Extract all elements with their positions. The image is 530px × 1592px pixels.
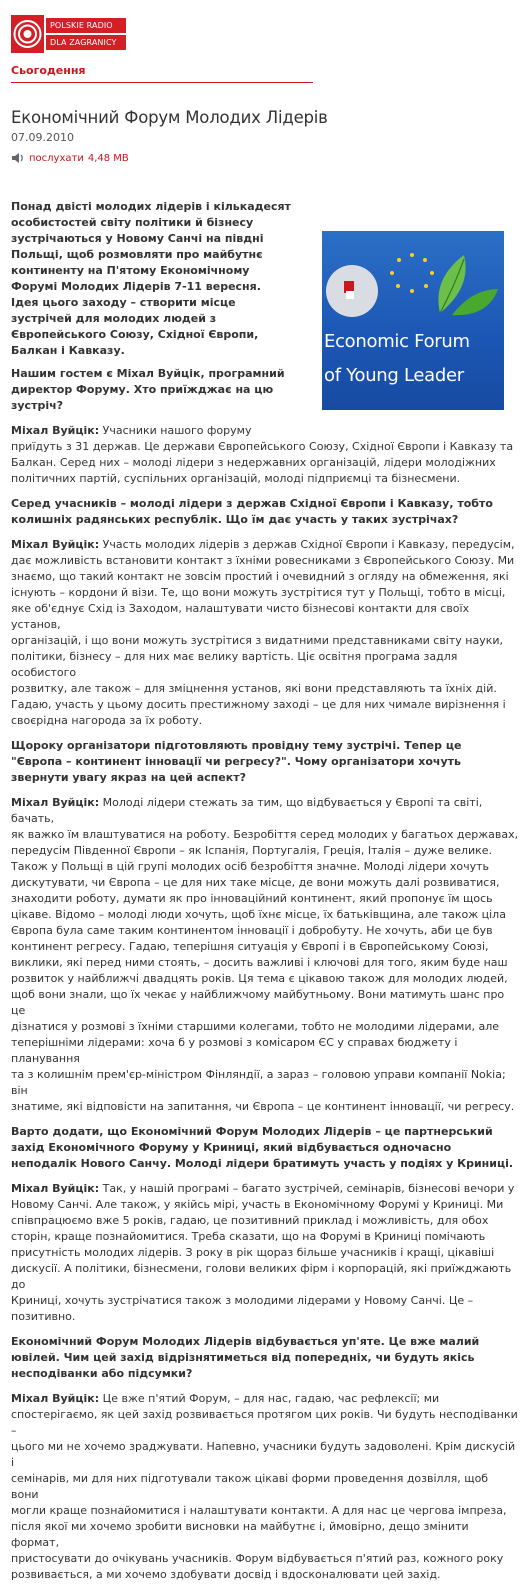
text-line: звернути увагу якраз на цей аспект?	[11, 771, 246, 784]
text-line: Ідея цього заходу – створити місце	[11, 296, 236, 309]
text-line: Форумі Молодих Лідерів 7-11 вересня.	[11, 280, 261, 293]
interview-question	[11, 1124, 519, 1172]
interview-question	[11, 496, 519, 528]
interview-question	[11, 1334, 519, 1382]
logo-line-1: POLSKIE RADIO	[46, 18, 126, 33]
text-line: континенту на П'ятому Економічному	[11, 264, 250, 277]
text-line: Учасники нашого форуму	[99, 424, 252, 437]
text-line: існують – кордони й візи. Те, що вони можуть зустрітися тут у Польщі, тобто в місці,	[11, 586, 506, 599]
text-line: розвивається, а ми хочемо здобувати досвід і вдосконалювати цей захід.	[11, 1568, 441, 1581]
text-line: захід Економічного Форуму у Криниці, який відбувається одночасно	[11, 1141, 452, 1154]
text-line: ювілей. Чим цей захід відрізнятиметься від попередніх, чи будуть якісь	[11, 1351, 475, 1364]
audio-player[interactable]	[11, 152, 129, 164]
radio-waves-icon	[11, 15, 44, 53]
text-line: та з колишнім прем'єр-міністром Фінляндії, а зараз – головою управи компанії Nokia; він	[11, 1068, 506, 1097]
text-line: Криниці, хочуть зустрічатися також з молодими лідерами у Новому Санчі. Це –	[11, 1294, 474, 1307]
text-line: як важко їм влаштуватися на роботу. Безробіття серед молодих у багатьох державах,	[11, 828, 519, 841]
text-line: Європа була саме таким континентом інновації і добробуту. Не хочуть, аби це був	[11, 924, 493, 937]
text-line: Так, у нашій програмі – багато зустрічей, семінарів, бізнесові вечори у	[99, 1182, 515, 1195]
text-line: Понад двісті молодих лідерів і кількадесят	[11, 200, 291, 213]
speaker-name: Міхал Вуйцік:	[11, 1392, 100, 1405]
text-line: знаходити роботу, думати як про інноваційний континент, який пропонує їм щось	[11, 892, 493, 905]
text-line: знатиме, які відповісти на запитання, чи Європа – це континент інновації, чи регресу.	[11, 1100, 515, 1113]
text-line: Варто додати, що Економічний Форум Молодих Лідерів – це партнерський	[11, 1125, 493, 1138]
interview-question	[11, 366, 519, 414]
text-line: Європейського Союзу, Східної Європи,	[11, 328, 259, 341]
text-line: Це вже п'ятий Форум, – для нас, гадаю, час рефлексії; ми	[99, 1392, 440, 1405]
text-line: дізнатися у розмові з їхніми старшими колегами, тобто не молодими лідерами, але	[11, 1020, 500, 1033]
text-line: яке об'єднує Схід із Заходом, налаштувати чисто бізнесові контакти для своїх установ,	[11, 602, 470, 631]
text-line: теперішніми лідерами: хоча б у розмові з комісаром ЄС у справах бюджету і планування	[11, 1036, 458, 1065]
text-line: розвитку, але також – для зміцнення установ, які вони представляють та їхніх дій.	[11, 682, 497, 695]
text-line: спостерігаємо, як цей захід розвивається протягом цих років. Чи будуть несподіванки –	[11, 1408, 518, 1437]
text-line: неподалік Нового Санчу. Молоді лідери братимуть участь у подіях у Криниці.	[11, 1157, 514, 1170]
text-line: розвиток у найближчі двадцять років. Ця тема є цікавою також для молодих людей,	[11, 972, 508, 985]
text-line: континент регресу. Гадаю, теперішня ситуація у Європі і в Європейському Союзі,	[11, 940, 489, 953]
polskie-radio-logo[interactable]	[11, 15, 126, 53]
audio-size: 4,48 MB	[87, 152, 129, 164]
text-line: Участь молодих лідерів з держав Східної Європи і Кавказу, передусім,	[99, 538, 515, 551]
text-line: дискутувати, чи Європа – це для них таке місце, де вони можуть далі розвиватися,	[11, 876, 500, 889]
text-line: співпрацюємо вже 5 років, гадаю, це позитивний приклад і можливість, для обох	[11, 1214, 489, 1227]
text-line: своєрідна нагорода за їх роботу.	[11, 714, 203, 727]
text-line: Нашим гостем є Міхал Вуйцік, програмний	[11, 367, 285, 380]
text-line: колишніх радянських республік. Що їм дає участь у таких зустрічах?	[11, 513, 459, 526]
text-line: Також у Польщі в цій групі молодих осіб безробіття значне. Молоді лідери хочуть	[11, 860, 490, 873]
speaker-name: Міхал Вуйцік:	[11, 796, 100, 809]
text-line: несподіванки або підсумки?	[11, 1367, 193, 1380]
text-line: "Європа – континент інновації чи регресу?". Чому організатори хочуть	[11, 755, 461, 768]
text-line: семінарів, ми для них підготували також цікаві форми проведення дозвілля, щоб вони	[11, 1472, 489, 1501]
article-date: 07.09.2010	[11, 131, 74, 144]
text-line: позитивно.	[11, 1310, 76, 1323]
interview-answer	[11, 1181, 519, 1325]
text-line: Балкан і Кавказу.	[11, 344, 125, 357]
text-line: виклики, які перед ними стоять, – досить важливі і ключові для того, яким буде наш	[11, 956, 508, 969]
article-lead	[11, 199, 309, 359]
text-line: особистостей світу політики й бізнесу	[11, 216, 254, 229]
section-link[interactable]: Сьогодення	[11, 64, 313, 83]
text-line: приїдуть з 31 держав. Це держави Європейського Союзу, Східної Європи і Кавказу та	[11, 440, 514, 453]
forum-logo-text-2: of Young Leader	[324, 365, 464, 386]
interview-answer	[11, 537, 519, 729]
text-line: Щороку організатори підготовляють провідну тему зустрічі. Тепер це	[11, 739, 462, 752]
text-line: цікаве. Відомо – молоді люди хочуть, щоб їхнє місце, їх батьківщина, але також ціла	[11, 908, 506, 921]
interview-answer	[11, 423, 519, 487]
speaker-icon[interactable]	[11, 152, 25, 164]
text-line: директор Форуму. Хто приїжджає на цю	[11, 383, 274, 396]
listen-link[interactable]: послухати	[29, 152, 84, 164]
text-line: організацій, і що вони можуть зустрітися з видатними представниками світу науки,	[11, 634, 503, 647]
text-line: Балкан. Серед них – молоді лідери з недержавних організацій, лідери молодіжних	[11, 456, 496, 469]
text-line: дискусії. А політики, бізнесмени, голови великих фірм і корпорацій, які приїжджають до	[11, 1262, 512, 1291]
text-line: могли краще познайомитися і налаштувати контакти. А для нас це чергова імпреза,	[11, 1504, 507, 1517]
text-line: пристосувати до очікувань учасників. Форум відбувається п'ятий раз, кожного року	[11, 1552, 504, 1565]
text-line: присутність молодих лідерів. З року в рік щораз більше учасників і кращі, цікавіші	[11, 1246, 495, 1259]
speaker-name: Міхал Вуйцік:	[11, 1182, 100, 1195]
text-line: передусім Південної Європи – як Іспанія, Португалія, Греція, Італія – дуже велике.	[11, 844, 493, 857]
text-line: зустріч?	[11, 399, 64, 412]
text-line: дає можливість встановити контакт з їхніми ровесниками з Європейського Союзу. Ми	[11, 554, 515, 567]
text-line: зустрічей для молодих людей з	[11, 312, 217, 325]
text-line: Економічний Форум Молодих Лідерів відбувається уп'яте. Це вже малий	[11, 1335, 480, 1348]
text-line: знаємо, що такий контакт не зовсім простий і очевидний з огляду на обмеження, які	[11, 570, 509, 583]
interview-answer	[11, 795, 519, 1115]
article-title: Економічний Форум Молодих Лідерів	[11, 108, 328, 127]
forum-logo-text-1: Economic Forum	[324, 331, 470, 352]
article-body	[11, 199, 519, 1592]
speaker-name: Міхал Вуйцік:	[11, 538, 100, 551]
text-line: сторін, краще познайомитися. Треба сказати, що на Форумі в Криниці помічають	[11, 1230, 486, 1243]
text-line: політичних партій, суспільних організацій, молоді підприємці та бізнесмени.	[11, 472, 461, 485]
interview-answer	[11, 1391, 519, 1583]
text-line: Польщі, щоб розмовляти про майбутнє	[11, 248, 263, 261]
text-line: Молоді лідери стежать за тим, що відбувається у Європі та світі, бачать,	[11, 796, 483, 825]
text-line: щоб вони знали, що їх чекає у найближчому майбутньому. Вони матимуть шанс про це	[11, 988, 505, 1017]
text-line: зустрічаються у Новому Санчі на півдні	[11, 232, 264, 245]
interview-question	[11, 738, 519, 786]
text-line: Серед учасників – молоді лідери з держав Східної Європи і Кавказу, тобто	[11, 497, 493, 510]
text-line: політики, бізнесу – для них має велику вартість. Ціє освітня програма задля особистого	[11, 650, 458, 679]
text-line: Новому Санчі. Але також, у якійсь мірі, участь в Економічному Форумі у Криниці. Ми	[11, 1198, 504, 1211]
logo-line-2: DLA ZAGRANICY	[46, 35, 126, 50]
speaker-name: Міхал Вуйцік:	[11, 424, 100, 437]
text-line: після якої ми хочемо зробити висновки на майбутнє і, ймовірно, дещо змінити формат,	[11, 1520, 469, 1549]
text-line: цього ми не хочемо зраджувати. Напевно, учасники будуть задоволені. Крім дискусій і	[11, 1440, 516, 1469]
text-line: Гадаю, участь у цьому досить престижному заході – це для них чималe вирізнення і	[11, 698, 506, 711]
